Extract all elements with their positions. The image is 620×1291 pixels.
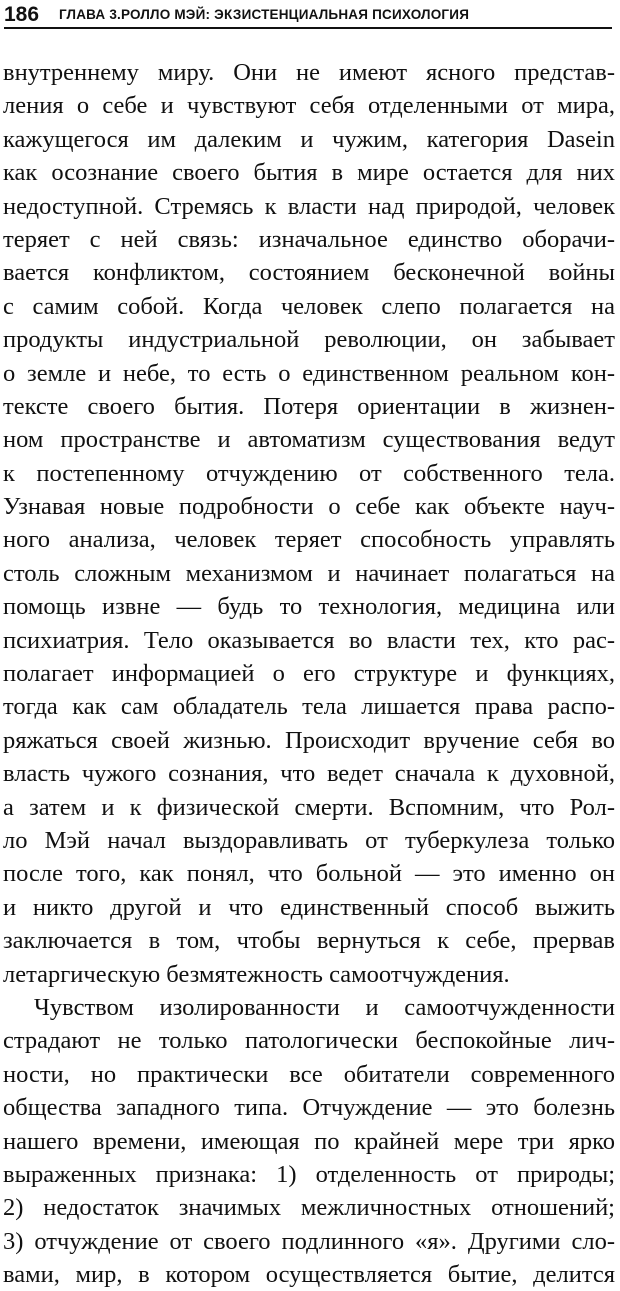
text-line: ного анализа, человек теряет способность управлять	[3, 526, 615, 554]
text-line: ления о себе и чувствуют себя отделенными от мира,	[3, 92, 615, 120]
chapter-title: ГЛАВА 3.РОЛЛО МЭЙ: ЭКЗИСТЕНЦИАЛЬНАЯ ПСИХОЛОГИЯ	[59, 7, 470, 22]
text-line: недоступной. Стремясь к власти над природой, человек	[3, 192, 615, 220]
text-line: выраженных признака: 1) отделенность от природы;	[3, 1160, 615, 1188]
body-text	[3, 56, 615, 1291]
paragraph-1	[3, 56, 615, 991]
text-line: страдают не только патологически беспокойные лич-	[3, 1027, 615, 1055]
text-line: к постепенному отчуждению от собственного тела.	[3, 459, 615, 487]
text-line: ло Мэй начал выздоравливать от туберкулеза только	[3, 826, 615, 854]
page-number: 186	[4, 3, 40, 26]
text-line: о земле и небе, то есть о единственном реальном кон-	[3, 359, 615, 387]
text-line: ном пространстве и автоматизм существования ведут	[3, 426, 615, 454]
text-line: ности, но практически все обитатели современного	[3, 1060, 615, 1088]
text-line: столь сложным механизмом и начинает полагаться на	[3, 559, 615, 587]
text-line: и никто другой и что единственный способ выжить	[3, 893, 615, 921]
text-line: ряжаться своей жизнью. Происходит вручение себя во	[3, 726, 615, 754]
running-header	[4, 3, 612, 29]
text-line: теряет с ней связь: изначальное единство оборачи-	[3, 225, 615, 253]
text-line: как осознание своего бытия в мире остается для них	[3, 159, 615, 187]
text-line: Узнавая новые подробности о себе как объекте науч-	[3, 493, 615, 521]
text-line: вами, мир, в котором осуществляется бытие, делится	[3, 1261, 615, 1289]
text-line: с самим собой. Когда человек слепо полагается на	[3, 292, 615, 320]
text-line: Чувством изолированности и самоотчужденности	[34, 993, 615, 1021]
text-line: после того, как понял, что больной — это именно он	[3, 860, 615, 888]
text-line: 3) отчуждение от своего подлинного «я». Другими сло-	[3, 1227, 615, 1255]
text-line: полагает информацией о его структуре и функциях,	[3, 660, 615, 688]
text-line: психиатрия. Тело оказывается во власти тех, кто рас-	[3, 626, 615, 654]
text-line: общества западного типа. Отчуждение — это болезнь	[3, 1094, 615, 1122]
text-line: а затем и к физической смерти. Вспомним, что Рол-	[3, 793, 615, 821]
text-line: вается конфликтом, состоянием бесконечной войны	[3, 259, 615, 287]
text-line: власть чужого сознания, что ведет сначала к духовной,	[3, 760, 615, 788]
text-line: помощь извне — будь то технология, медицина или	[3, 593, 615, 621]
text-line: тексте своего бытия. Потеря ориентации в жизнен-	[3, 392, 615, 420]
text-line: продукты индустриальной революции, он забывает	[3, 326, 615, 354]
text-line: заключается в том, чтобы вернуться к себе, прервав	[3, 927, 615, 955]
text-line: 2) недостаток значимых межличностных отношений;	[3, 1194, 615, 1222]
text-line: внутреннему миру. Они не имеют ясного представ-	[3, 59, 615, 86]
text-line: нашего времени, имеющая по крайней мере три ярко	[3, 1127, 615, 1155]
text-line: летаргическую безмятежность самоотчуждения.	[3, 960, 510, 988]
text-line: тогда как сам обладатель тела лишается права распо-	[3, 693, 615, 721]
paragraph-2	[3, 991, 615, 1291]
text-line: кажущегося им далеким и чужим, категория Dasein	[3, 125, 615, 153]
